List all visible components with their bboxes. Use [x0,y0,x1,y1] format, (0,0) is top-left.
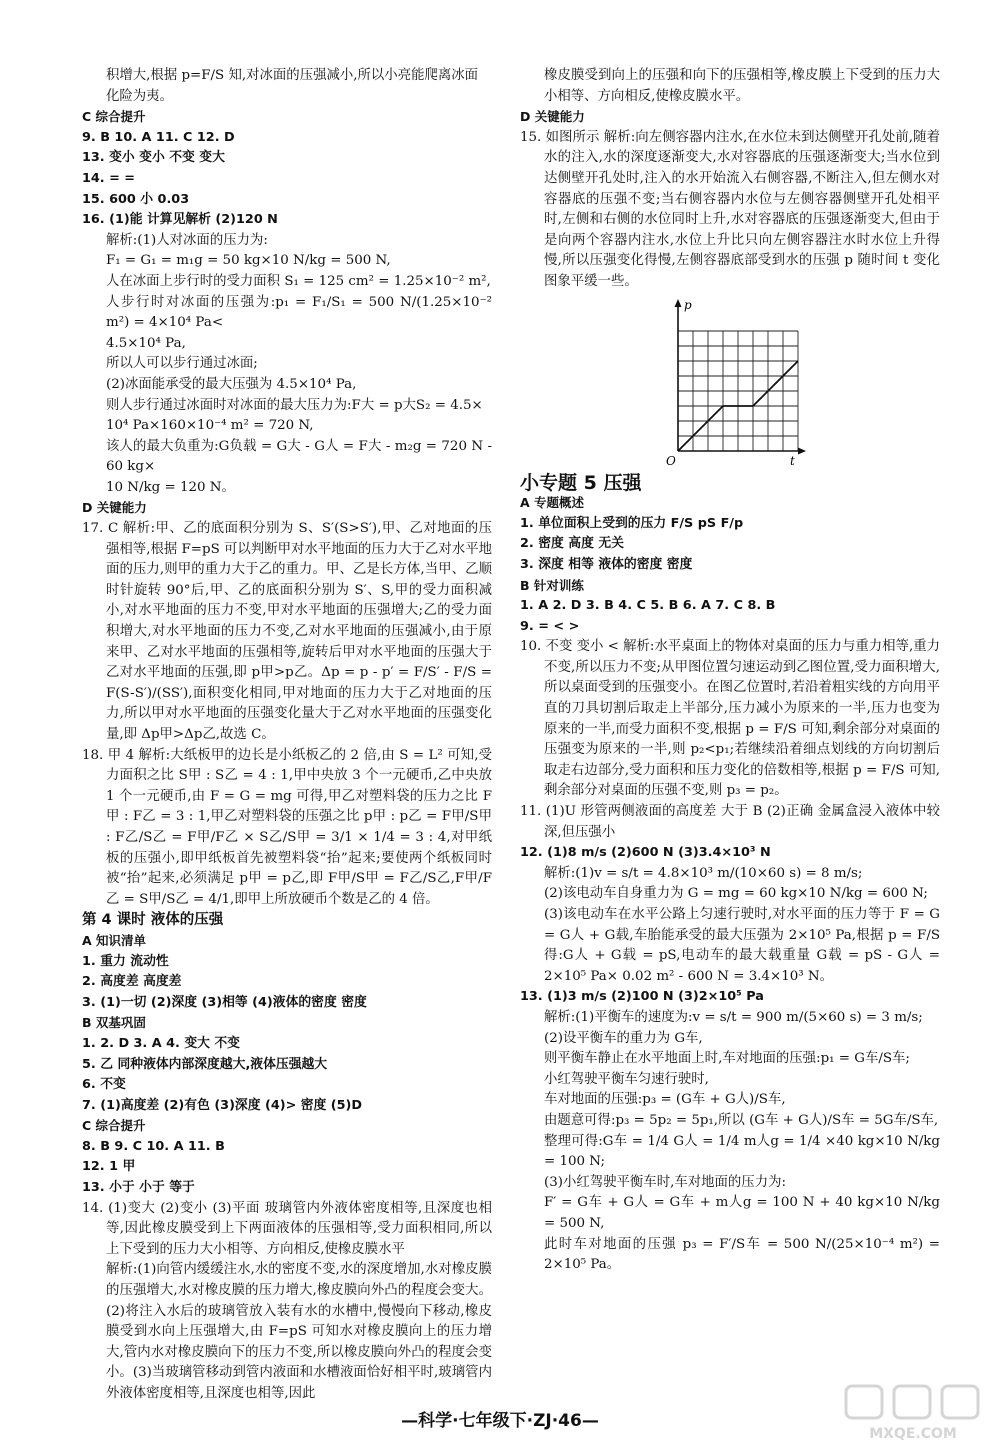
graph-svg [660,297,810,469]
answer-line: 2. 密度 高度 无关 [520,536,624,552]
text-line: 解析:(1)v = s/t = 4.8×10³ m/(10×60 s) = 8 m/s; [544,865,863,881]
answer-line: 7. (1)高度差 (2)有色 (3)深度 (4)> 密度 (5)D [82,1097,363,1113]
section-heading: D 关键能力 [82,500,147,516]
answer-paragraph: 11. (1)U 形管两侧液面的高度差 大于 B (2)正确 金属盒浸入液体中较深,但压强小 [520,804,940,840]
answer-line: 13. (1)3 m/s (2)100 N (3)2×10⁵ Pa [520,989,764,1005]
y-axis-label: p [684,297,692,312]
pressure-time-graph [520,293,940,473]
answer-paragraph: 17. C 解析:甲、乙的底面积分别为 S、S′(S>S′),甲、乙对地面的压强相等,根据 F=pS 可以判断甲对水平地面的压力大于乙对水平地面的压力,则甲的重力大于乙的重力。甲、乙是长方体,当甲、乙顺时针旋转 90°后,甲、乙的底面积分别为 S′、S,甲的受力面积减小,对水平地面的压力不变,甲对水平地面的压强增大;乙的受力面积增大,对水平地面的压力不变,乙对水平地面的压强减小,由于原来甲、乙对水平地面的压强相等,旋转后甲对水平地面的压强大于乙对水平地面的压强,即 p甲>p乙。Δp = p - p′ = F/S′ - F/S = F(S-S′)/(SS′),面积变化相同,甲对地面的压力大于乙对地面的压力,所以甲对水平地面的压强变化量大于乙对水平地面的压强变化量,即 Δp甲>Δp乙,故选 C。 [82,521,492,742]
section-heading: B 双基巩固 [82,1015,146,1031]
text-line: F₁ = G₁ = m₁g = 50 kg×10 N/kg = 500 N, [106,253,391,269]
answer-line: 13. 小于 小于 等于 [82,1180,195,1196]
topic-title: 小专题 5 压强 [520,471,642,494]
section-heading: A 知识清单 [82,932,147,948]
answer-line: 3. 深度 相等 液体的密度 密度 [520,556,693,572]
answer-line: 5. 乙 同种液体内部深度越大,液体压强越大 [82,1056,328,1072]
answer-paragraph: 10. 不变 变小 < 解析:水平桌面上的物体对桌面的压力与重力相等,重力不变,所以压力不变;从甲图位置匀速运动到乙图位置,受力面积增大,所以桌面受到的压强变小。在图乙位置时,若沿着粗实线的方向用平直的刀具切割后取走上半部分,压力减小为原来的一半,压力也变为原来的一半,而受力面积不变,根据 p = F/S 可知,剩余部分对桌面的压强变为原来的一半,则 p₂<p₁;若继续沿着细点划线的方向切割后取走右边部分,受力面积和压力变化的倍数相等,根据 p = F/S 可知,剩余部分对桌面的压强不变,则 p₃ = p₂。 [520,639,940,799]
text-line: 10 N/kg = 120 N。 [106,479,235,495]
answer-line: 13. 变小 变小 不变 变大 [82,150,225,166]
answer-line: 9. B 10. A 11. C 12. D [82,129,235,145]
y-axis-arrow-icon [675,299,682,307]
text-line: (2)冰面能承受的最大压强为 4.5×10⁴ Pa, [106,376,357,392]
watermark-stamp-icon [838,1382,988,1422]
text-line: 积增大,根据 p=F/S 知,对冰面的压强减小,所以小亮能爬离冰面 [106,68,479,83]
text-line: 车对地面的压强:p₃ = (G车 + G人)/S车, [544,1092,786,1108]
answer-line: 16. (1)能 计算见解析 (2)120 N [82,212,278,228]
text-line: (2)该电动车自身重力为 G = mg = 60 kg×10 N/kg = 600 N; [544,886,928,902]
section-heading: C 综合提升 [82,1118,146,1134]
answer-line: 2. 高度差 高度差 [82,974,182,990]
text-line: 整理可得:G车 = 1/4 G人 = 1/4 m人g = 1/4 ×40 kg×10 N/kg = 100 N; [544,1133,940,1170]
page-footer: —科学·七年级下·ZJ·46— [401,1411,599,1431]
answer-line: 1. 2. D 3. A 4. 变大 不变 [82,1035,240,1051]
text-line: 10⁴ Pa×160×10⁻⁴ m² = 720 N, [106,418,314,434]
answer-line: 1. A 2. D 3. B 4. C 5. B 6. A 7. C 8. B [520,598,776,614]
answer-line: 6. 不变 [82,1077,126,1093]
x-axis-arrow-icon [798,447,806,454]
series-line-segment-3 [753,361,798,406]
text-line: 解析:(1)平衡车的速度为:v = s/t = 900 m/(5×60 s) = 3 m/s; [544,1009,923,1025]
text-line: (3)该电动车在水平公路上匀速行驶时,对水平面的压力等于 F = G = G人 + G载,车胎能承受的最大压强为 2×10⁵ Pa,根据 p = F/S 得:G人 + G载 = pS,电动车的最大载重量 G载 = pS - G人 = 2×10⁵ Pa× 0.02 m² - 600 N = 3.4×10³ N。 [544,907,940,984]
section-heading: D 关键能力 [520,109,585,125]
watermark-text: MXQE.COM [869,1426,957,1442]
lesson-title: 第 4 课时 液体的压强 [82,912,224,929]
text-line: (3)小红驾驶平衡车时,车对地面的压力为: [544,1174,786,1190]
text-line: 由题意可得:p₃ = 5p₂ = 5p₁,所以 (G车 + G人)/S车 = 5G车/S车, [544,1112,939,1128]
answer-line: 12. (1)8 m/s (2)600 N (3)3.4×10³ N [520,845,771,861]
text-line: 小红驾驶平衡车匀速行驶时, [544,1071,709,1087]
text-line: F′ = G车 + G人 = G车 + m人g = 100 N + 40 kg×10 N/kg = 500 N, [544,1195,940,1231]
answer-line: 9. = < > [520,618,580,634]
text-line: 化险为夷。 [106,88,173,104]
series-line-segment-1 [678,406,723,451]
section-heading: B 针对训练 [520,577,584,593]
text-line: 4.5×10⁴ Pa, [106,335,186,351]
answer-line: 1. 单位面积上受到的压力 F/S pS F/p [520,515,744,531]
text-line: (2)设平衡车的重力为 G车, [544,1030,703,1046]
text-line: 橡皮膜受到向上的压强和向下的压强相等,橡皮膜上下受到的压力大小相等、方向相反,使橡皮膜水平。 [544,68,940,104]
answer-line: 1. 重力 流动性 [82,953,169,969]
text-line: 此时车对地面的压强 p₃ = F′/S车 = 500 N/(25×10⁻⁴ m²) = 2×10⁵ Pa。 [544,1236,940,1273]
text-line: 则人步行通过冰面时对冰面的最大压力为:F大 = p大S₂ = 4.5× [106,397,483,413]
text-line: 人步行时对冰面的压强为:p₁ = F₁/S₁ = 500 N/(1.25×10⁻² m²) = 4×10⁴ Pa< [106,294,492,331]
text-line: 所以人可以步行通过冰面; [106,356,258,372]
left-column [82,66,492,1405]
answer-line: 15. 600 小 0.03 [82,191,190,207]
origin-label: O [666,453,676,468]
text-line: 该人的最大负重为:G负载 = G大 - G人 = F大 - m₂g = 720 N - 60 kg× [106,438,492,475]
x-axis-label: t [790,453,795,468]
explanation-paragraph: 解析:(1)向管内缓缓注水,水的密度不变,水的深度增加,水对橡皮膜的压强增大,水对橡皮膜的压力增大,橡皮膜向外凸的程度会变大。(2)将注入水后的玻璃管放入装有水的水槽中,慢慢向下移动,橡皮膜受到水向上压强增大,由 F=pS 可知水对橡皮膜向上的压力增大,管内水对橡皮膜向下的压力不变,所以橡皮膜向外凸的程度会变小。(3)当玻璃管移动到管内液面和水槽液面恰好相平时,玻璃管内外液体密度相等,且深度也相等,因此 [106,1262,492,1401]
text-line: 人在冰面上步行时的受力面积 S₁ = 125 cm² = 1.25×10⁻² m², [106,273,491,289]
answer-line: 12. 1 甲 [82,1159,136,1175]
section-heading: C 综合提升 [82,109,146,125]
right-column [520,66,940,1276]
answer-line: 3. (1)一切 (2)深度 (3)相等 (4)液体的密度 密度 [82,994,367,1010]
answer-paragraph: 18. 甲 4 解析:大纸板甲的边长是小纸板乙的 2 倍,由 S = L² 可知,受力面积之比 S甲 : S乙 = 4 : 1,甲中央放 3 个一元硬币,乙中央放 1 个一元硬币,由 F = G = mg 可得,甲乙对塑料袋的压力之比 F甲 : F乙 = 3 : 1,甲乙对塑料袋的压强之比 p甲 : p乙 = F甲/S甲 : F乙/S乙 = F甲/F乙 × S乙/S甲 = 3/1 × 1/4 = 3 : 4,对甲纸板的压强小,即甲纸板首先被塑料袋“抬”起来;要使两个纸板同时被“抬”起来,必须满足 p甲 = p乙,即 F甲/S甲 = F乙/S乙,F甲/F乙 = S甲/S乙 = 4/1,即甲上所放硬币个数是乙的 4 倍。 [82,747,492,907]
answer-paragraph: 14. (1)变大 (2)变小 (3)平面 玻璃管内外液体密度相等,且深度也相等,因此橡皮膜受到上下两面液体的压强相等,受力面积相同,所以上下受到的压力大小相等、方向相反,使橡皮膜水平 [82,1200,492,1257]
answer-line: 14. = = [82,170,136,186]
section-heading: A 专题概述 [520,495,585,511]
answer-line: 8. B 9. C 10. A 11. B [82,1138,225,1154]
text-line: 解析:(1)人对冰面的压力为: [106,232,268,248]
answer-paragraph: 15. 如图所示 解析:向左侧容器内注水,在水位未到达侧壁开孔处前,随着水的注入,水的深度逐渐变大,水对容器底的压强逐渐变大;当水位到达侧壁开孔处时,注入的水开始流入右侧容器,不断注入,但左侧水对容器底的压强不变;当右侧容器内水位与左侧容器侧壁开孔处相平时,左侧和右侧的水位同时上升,水对容器底的压强逐渐变大,但由于是向两个容器内注水,水位上升比只向左侧容器注水时水位上升得慢,所以压强变化得慢,左侧容器底部受到水的压强 p 随时间 t 变化图象平缓一些。 [520,129,940,289]
watermark-logo [838,1382,988,1442]
text-line: 则平衡车静止在水平地面上时,车对地面的压强:p₁ = G车/S车; [544,1051,910,1067]
